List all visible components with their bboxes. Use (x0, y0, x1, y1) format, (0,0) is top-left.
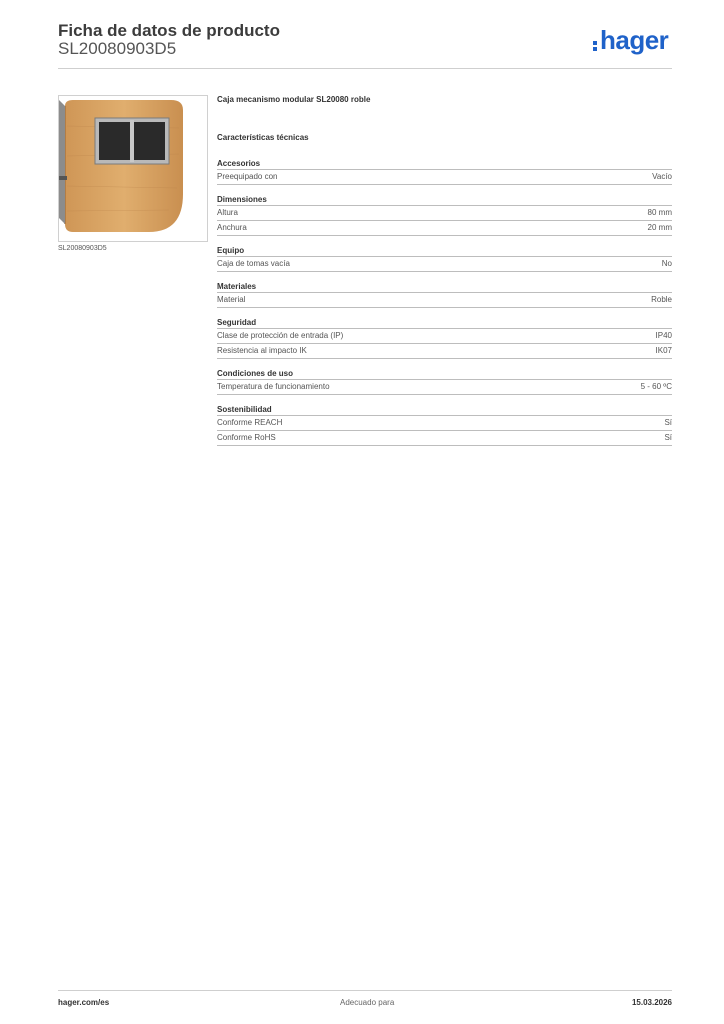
spec-row (217, 170, 672, 185)
product-name: Caja mecanismo modular SL20080 roble (217, 95, 371, 104)
spec-section (217, 368, 672, 395)
spec-content (217, 95, 672, 455)
hager-logo[interactable] (593, 27, 668, 53)
section-title: Seguridad (217, 317, 672, 329)
spec-value: Sí (664, 418, 672, 427)
section-title: Dimensiones (217, 194, 672, 206)
spec-row (217, 329, 672, 344)
spec-label: Material (217, 295, 246, 304)
section-title: Materiales (217, 281, 672, 293)
spec-row (217, 206, 672, 221)
section-title: Sostenibilidad (217, 404, 672, 416)
tech-characteristics-heading: Características técnicas (217, 133, 309, 142)
header-divider (58, 68, 672, 69)
spec-label: Altura (217, 208, 238, 217)
section-title: Equipo (217, 245, 672, 257)
footer-divider (58, 990, 672, 991)
spec-section (217, 158, 672, 185)
spec-row (217, 416, 672, 431)
spec-label: Temperatura de funcionamiento (217, 382, 330, 391)
image-caption: SL20080903D5 (58, 245, 107, 252)
product-image (58, 95, 208, 242)
spec-label: Anchura (217, 223, 247, 232)
logo-text: hager (600, 25, 669, 55)
spec-row (217, 380, 672, 395)
footer-website-link[interactable]: hager.com/es (58, 998, 110, 1007)
spec-section (217, 317, 672, 359)
product-reference: SL20080903D5 (58, 39, 177, 58)
spec-row (217, 344, 672, 359)
spec-value: 5 - 60 ºC (640, 382, 672, 391)
spec-value: 20 mm (647, 223, 672, 232)
spec-section (217, 404, 672, 446)
spec-label: Caja de tomas vacía (217, 259, 290, 268)
spec-sections (217, 158, 672, 446)
spec-value: Vacío (652, 172, 672, 181)
spec-value: Sí (664, 433, 672, 442)
spec-section (217, 194, 672, 236)
spec-value: No (661, 259, 672, 268)
spec-value: IK07 (655, 346, 672, 355)
spec-label: Conforme REACH (217, 418, 283, 427)
spec-section (217, 281, 672, 308)
spec-row (217, 293, 672, 308)
spec-row (217, 431, 672, 446)
spec-section (217, 245, 672, 272)
spec-row (217, 257, 672, 272)
spec-label: Clase de protección de entrada (IP) (217, 331, 344, 340)
footer-date: 15.03.2026 (631, 998, 672, 1007)
spec-label: Conforme RoHS (217, 433, 276, 442)
spec-label: Preequipado con (217, 172, 278, 181)
spec-value: Roble (651, 295, 672, 304)
spec-value: 80 mm (647, 208, 672, 217)
wooden-box-illustration (59, 96, 207, 241)
spec-value: IP40 (655, 331, 672, 340)
spec-label: Resistencia al impacto IK (217, 346, 307, 355)
page-title: Ficha de datos de producto (58, 21, 280, 40)
section-title: Accesorios (217, 158, 672, 170)
spec-row (217, 221, 672, 236)
footer-suitable-for: Adecuado para (340, 998, 395, 1007)
logo-dots-icon (593, 35, 598, 49)
section-title: Condiciones de uso (217, 368, 672, 380)
